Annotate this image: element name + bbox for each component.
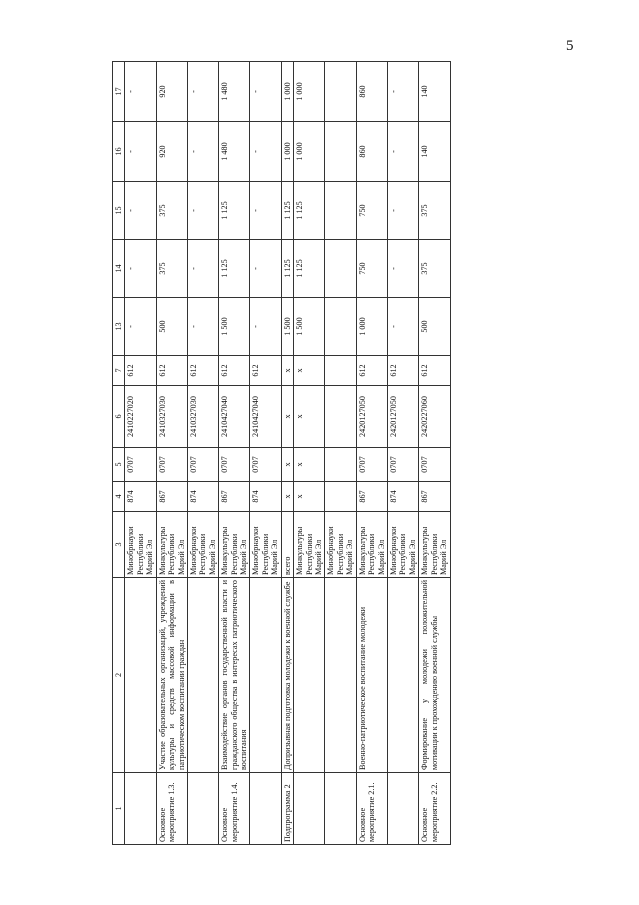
table-rotation-wrapper: [112, 62, 639, 845]
table-cell: 860: [356, 62, 387, 122]
table-cell: 375: [419, 240, 450, 298]
table-cell: 1 000: [356, 298, 387, 356]
table-cell: 874: [125, 482, 156, 512]
table-cell: 1 480: [219, 62, 250, 122]
table-cell: 750: [356, 240, 387, 298]
table-cell: 2410327030: [187, 386, 218, 448]
table-cell: -: [125, 122, 156, 182]
table-cell: 867: [219, 482, 250, 512]
table-cell: -: [187, 62, 218, 122]
table-row: [281, 62, 293, 845]
table-cell: 612: [125, 356, 156, 386]
table-cell: Минкультуры Республики Марий Эл: [419, 512, 450, 578]
column-header: 14: [113, 240, 125, 298]
table-cell: 1 125: [219, 240, 250, 298]
table-cell: 750: [356, 182, 387, 240]
table-cell: 1 125: [294, 240, 325, 298]
table-cell: [294, 578, 325, 773]
table-cell: 0707: [250, 448, 281, 482]
table-cell: 0707: [387, 448, 418, 482]
landscape-sheet: [112, 62, 639, 845]
table-cell: Допризывная подготовка молодежи к военной службе: [281, 578, 293, 773]
table-cell: 2410427040: [250, 386, 281, 448]
column-header: 6: [113, 386, 125, 448]
table-cell: -: [250, 298, 281, 356]
table-cell: 2420227060: [419, 386, 450, 448]
table-cell: [250, 773, 281, 845]
table-cell: 0707: [156, 448, 187, 482]
table-cell: x: [281, 356, 293, 386]
table-cell: 0707: [356, 448, 387, 482]
table-cell: Минобрнауки Республики Марий Эл: [387, 512, 418, 578]
table-cell: [250, 578, 281, 773]
table-cell: Участие образовательных организаций, учреждений культуры и средств массовой информации в патриотическом воспитании граждан: [156, 578, 187, 773]
column-header: 4: [113, 482, 125, 512]
table-row: [294, 62, 325, 845]
column-header: 1: [113, 773, 125, 845]
table-cell: Минкультуры Республики Марий Эл: [294, 512, 325, 578]
table-cell: [325, 578, 356, 773]
table-cell: -: [187, 240, 218, 298]
table-cell: -: [125, 240, 156, 298]
table-cell: 612: [356, 356, 387, 386]
column-header: 3: [113, 512, 125, 578]
table-cell: [325, 448, 356, 482]
table-cell: 1 125: [294, 182, 325, 240]
table-cell: 867: [419, 482, 450, 512]
table-cell: -: [250, 240, 281, 298]
table-cell: x: [294, 448, 325, 482]
table-cell: 2410427040: [219, 386, 250, 448]
table-cell: [325, 482, 356, 512]
table-cell: 612: [387, 356, 418, 386]
table-cell: 1 000: [294, 122, 325, 182]
table-cell: Минкультуры Республики Марий Эл: [156, 512, 187, 578]
table-cell: -: [387, 62, 418, 122]
table-cell: 1 500: [219, 298, 250, 356]
table-cell: [125, 578, 156, 773]
table-cell: [325, 298, 356, 356]
table-cell: [187, 773, 218, 845]
table-cell: 2410227020: [125, 386, 156, 448]
table-cell: -: [387, 122, 418, 182]
table-row: [187, 62, 218, 845]
table-cell: 920: [156, 122, 187, 182]
table-cell: 920: [156, 62, 187, 122]
table-cell: -: [250, 122, 281, 182]
table-row: [356, 62, 387, 845]
table-cell: 2420127050: [356, 386, 387, 448]
table-cell: Минобрнауки Республики Марий Эл: [187, 512, 218, 578]
table-cell: 612: [156, 356, 187, 386]
table-cell: -: [187, 298, 218, 356]
table-cell: [325, 773, 356, 845]
table-cell: Основное мероприятие 1.3.: [156, 773, 187, 845]
table-cell: Минкультуры Республики Марий Эл: [219, 512, 250, 578]
table-cell: Взаимодействие органов государственной власти и гражданского общества в интересах патриотического воспитания: [219, 578, 250, 773]
page-number: 5: [566, 38, 574, 54]
table-cell: 140: [419, 122, 450, 182]
table-cell: 867: [156, 482, 187, 512]
table-row: [325, 62, 356, 845]
table-cell: x: [294, 482, 325, 512]
table-cell: x: [281, 386, 293, 448]
table-cell: Основное мероприятие 1.4.: [219, 773, 250, 845]
table-cell: [294, 773, 325, 845]
table-cell: 1 000: [294, 62, 325, 122]
table-cell: Минобрнауки Республики Марий Эл: [250, 512, 281, 578]
table-cell: [125, 773, 156, 845]
table-row: [156, 62, 187, 845]
table-cell: 612: [187, 356, 218, 386]
table-cell: Военно-патриотическое воспитание молодежи: [356, 578, 387, 773]
table-cell: -: [125, 298, 156, 356]
table-cell: x: [281, 448, 293, 482]
table-cell: 874: [387, 482, 418, 512]
table-row: [125, 62, 156, 845]
table-cell: 612: [419, 356, 450, 386]
column-header: 2: [113, 578, 125, 773]
table-cell: [325, 182, 356, 240]
table-cell: 874: [187, 482, 218, 512]
table-cell: [187, 578, 218, 773]
table-cell: 1 000: [281, 122, 293, 182]
table-cell: [387, 773, 418, 845]
table-row: [419, 62, 450, 845]
table-cell: -: [125, 182, 156, 240]
table-cell: 1 000: [281, 62, 293, 122]
table-cell: 0707: [125, 448, 156, 482]
table-cell: Формирование у молодежи положительной мотивации к прохождению военной службы: [419, 578, 450, 773]
table-cell: [325, 356, 356, 386]
table-cell: -: [187, 182, 218, 240]
table-cell: Подпрограмма 2: [281, 773, 293, 845]
table-cell: 612: [219, 356, 250, 386]
table-cell: -: [387, 182, 418, 240]
table-cell: [325, 62, 356, 122]
table-cell: 500: [419, 298, 450, 356]
table-cell: всего: [281, 512, 293, 578]
column-header: 16: [113, 122, 125, 182]
table-cell: Минобрнауки Республики Марий Эл: [325, 512, 356, 578]
header-row: [113, 62, 125, 845]
table-cell: Минобрнауки Республики Марий Эл: [125, 512, 156, 578]
column-header: 7: [113, 356, 125, 386]
table-cell: 2420127050: [387, 386, 418, 448]
column-header: 17: [113, 62, 125, 122]
table-cell: x: [294, 386, 325, 448]
table-cell: Основное мероприятие 2.2.: [419, 773, 450, 845]
table-cell: Минкультуры Республики Марий Эл: [356, 512, 387, 578]
table-cell: 612: [250, 356, 281, 386]
table-cell: 1 500: [294, 298, 325, 356]
table-cell: -: [387, 240, 418, 298]
table-cell: 375: [156, 182, 187, 240]
table-cell: -: [250, 62, 281, 122]
table-cell: 2410327030: [156, 386, 187, 448]
table-cell: 1 125: [219, 182, 250, 240]
table-body: [125, 62, 450, 845]
table-cell: 860: [356, 122, 387, 182]
table-cell: Основное мероприятие 2.1.: [356, 773, 387, 845]
table-cell: 1 125: [281, 240, 293, 298]
table-cell: 375: [156, 240, 187, 298]
table-cell: -: [250, 182, 281, 240]
table-cell: 874: [250, 482, 281, 512]
table-cell: 1 480: [219, 122, 250, 182]
table-cell: 1 125: [281, 182, 293, 240]
table-cell: 1 500: [281, 298, 293, 356]
table-cell: 375: [419, 182, 450, 240]
table-cell: -: [125, 62, 156, 122]
table-cell: [325, 240, 356, 298]
table-cell: [325, 386, 356, 448]
column-header: 5: [113, 448, 125, 482]
table-row: [387, 62, 418, 845]
table-row: [219, 62, 250, 845]
budget-table: [112, 61, 451, 845]
table-cell: -: [187, 122, 218, 182]
table-cell: 0707: [219, 448, 250, 482]
table-cell: 867: [356, 482, 387, 512]
table-cell: -: [387, 298, 418, 356]
column-header: 13: [113, 298, 125, 356]
table-row: [250, 62, 281, 845]
table-cell: x: [281, 482, 293, 512]
table-cell: 0707: [419, 448, 450, 482]
table-cell: [325, 122, 356, 182]
table-cell: 140: [419, 62, 450, 122]
table-cell: 0707: [187, 448, 218, 482]
table-cell: x: [294, 356, 325, 386]
table-cell: 500: [156, 298, 187, 356]
column-header: 15: [113, 182, 125, 240]
table-cell: [387, 578, 418, 773]
